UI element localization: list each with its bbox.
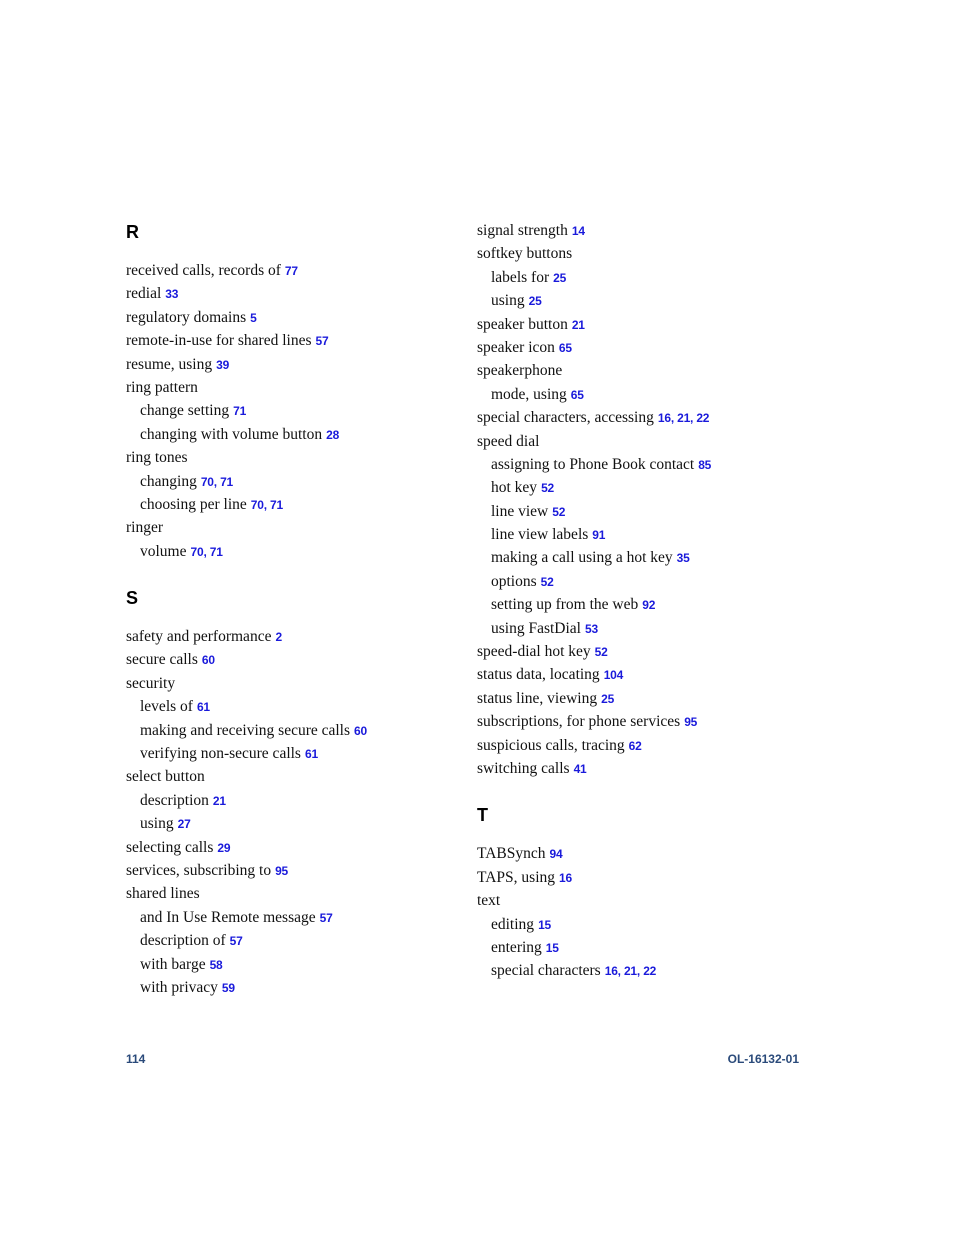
page-references: [316, 334, 329, 348]
index-entry-safety-and-performance: [126, 625, 466, 648]
index-subentry-with-barge: [126, 953, 466, 976]
index-term: using: [491, 292, 525, 310]
page-link[interactable]: 16: [657, 411, 671, 426]
index-term: speaker button: [477, 315, 568, 333]
index-entry-secure-calls: [126, 648, 466, 671]
index-term: text: [477, 892, 501, 910]
page-link[interactable]: 70: [250, 497, 264, 512]
index-subentry-setting-up-from-the-web: [477, 593, 817, 616]
index-term: labels for: [491, 268, 550, 286]
index-term: changing: [140, 472, 197, 490]
index-subentry-description: [126, 789, 466, 812]
index-term: status data, locating: [477, 666, 600, 684]
index-term: mode, using: [491, 385, 567, 403]
page-link[interactable]: 2: [275, 630, 282, 645]
index-entry-selecting-calls: [126, 836, 466, 859]
page-references: [202, 653, 215, 667]
page-references: [320, 911, 333, 925]
index-term: special characters: [491, 962, 601, 980]
page-references: [629, 739, 642, 753]
index-entry-tabsynch: [477, 842, 817, 865]
page-link[interactable]: 57: [229, 934, 243, 949]
page-references: [233, 404, 246, 418]
page-link[interactable]: 60: [354, 723, 367, 738]
page-references: [541, 481, 554, 495]
index-entry-status-data-locating: [477, 663, 817, 686]
page-references: [553, 271, 566, 285]
page-link[interactable]: 33: [165, 287, 179, 302]
page-references: [197, 700, 210, 714]
page-link[interactable]: 71: [270, 497, 283, 512]
page-references: [230, 934, 243, 948]
page-link[interactable]: 58: [209, 957, 223, 972]
index-term: line view labels: [491, 526, 589, 544]
index-subentry-using: [477, 289, 817, 312]
page-references: [250, 311, 256, 325]
index-entry-resume-using: [126, 353, 466, 376]
index-term: resume, using: [126, 355, 213, 373]
index-term: shared lines: [126, 885, 200, 903]
page-link[interactable]: 28: [326, 427, 340, 442]
page-link[interactable]: 59: [221, 980, 235, 995]
index-term: change setting: [140, 402, 230, 420]
page-references: [541, 575, 554, 589]
page-link[interactable]: 27: [177, 817, 191, 832]
page-link[interactable]: 60: [201, 653, 215, 668]
index-subentry-entering: [477, 936, 817, 959]
page-link[interactable]: 104: [603, 668, 624, 683]
index-subentry-mode-using: [477, 383, 817, 406]
page-references: [698, 458, 711, 472]
page-link[interactable]: 95: [275, 863, 289, 878]
index-term: hot key: [491, 479, 538, 497]
footer-page-number: 114: [126, 1052, 146, 1066]
index-subentry-choosing-per-line: [126, 493, 466, 516]
page-link[interactable]: 57: [319, 910, 333, 925]
index-term: ringer: [126, 519, 164, 537]
page-references: [178, 817, 191, 831]
page-references: [595, 645, 608, 659]
index-entry-special-characters-accessing: [477, 406, 817, 429]
index-subentry-hot-key: [477, 476, 817, 499]
page-link[interactable]: 25: [601, 691, 615, 706]
index-entry-speakerphone: [477, 359, 817, 382]
page-references: [275, 630, 281, 644]
index-entry-speaker-button: [477, 313, 817, 336]
index-entry-ring-tones: [126, 446, 466, 469]
page-references: [529, 294, 542, 308]
index-term: switching calls: [477, 759, 570, 777]
page-link[interactable]: 15: [545, 940, 559, 955]
index-subentry-using: [126, 812, 466, 835]
index-term: with barge: [140, 955, 206, 973]
page-link[interactable]: 71: [233, 404, 247, 419]
page-link[interactable]: 94: [549, 847, 563, 862]
page-link[interactable]: 21: [212, 793, 226, 808]
index-subentry-making-a-call-using-a-hot-key: [477, 546, 817, 569]
index-entry-ring-pattern: [126, 376, 466, 399]
page-references: [165, 287, 178, 301]
index-subentry-changing-with-volume-button: [126, 423, 466, 446]
page-references: [326, 428, 339, 442]
page-link[interactable]: 61: [304, 747, 318, 762]
page-references: [210, 958, 223, 972]
index-entry-services-subscribing-to: [126, 859, 466, 882]
index-subentry-making-and-receiving-secure-calls: [126, 719, 466, 742]
page-link[interactable]: 21: [677, 411, 691, 426]
index-subentry-and-in-use-remote-message: [126, 906, 466, 929]
page-link[interactable]: 62: [628, 738, 642, 753]
page-link[interactable]: 65: [558, 340, 572, 355]
page-link[interactable]: 16: [559, 870, 572, 885]
index-term: selecting calls: [126, 838, 214, 856]
index-entry-speed-dial: [477, 430, 817, 453]
index-entry-speed-dial-hot-key: [477, 640, 817, 663]
index-subentry-verifying-non-secure-calls: [126, 742, 466, 765]
index-term: remote-in-use for shared lines: [126, 332, 312, 350]
page-link[interactable]: 61: [196, 700, 210, 715]
page-link[interactable]: 39: [216, 357, 230, 372]
page-link[interactable]: 52: [540, 574, 554, 589]
page-references: [642, 598, 655, 612]
page-references: [213, 794, 226, 808]
index-term: making and receiving secure calls: [140, 721, 351, 739]
page-references: 70, 71: [250, 497, 283, 512]
index-term: suspicious calls, tracing: [477, 736, 625, 754]
index-term: volume: [140, 542, 187, 560]
index-term: options: [491, 572, 537, 590]
page-link[interactable]: 92: [642, 598, 656, 613]
index-term: TAPS, using: [477, 868, 555, 886]
index-subentry-change-setting: [126, 399, 466, 422]
page-link[interactable]: 71: [209, 544, 223, 559]
page-references: [559, 871, 572, 885]
index-entry-status-line-viewing: [477, 687, 817, 710]
index-subentry-editing: [477, 913, 817, 936]
index-term: received calls, records of: [126, 262, 281, 279]
page-link[interactable]: 21: [623, 964, 637, 979]
index-term: speed dial: [477, 432, 540, 450]
page-references: [604, 668, 623, 682]
page-link[interactable]: 41: [573, 761, 587, 776]
index-term: using FastDial: [491, 619, 581, 637]
index-entry-security: [126, 672, 466, 695]
page-references: [684, 715, 697, 729]
page-references: [354, 724, 367, 738]
index-entry-taps-using: [477, 866, 817, 889]
index-entry-remote-in-use-for-shared-lines: [126, 329, 466, 352]
index-column-right: [477, 219, 817, 983]
section-heading-r: R: [126, 222, 139, 242]
index-term: speed-dial hot key: [477, 643, 591, 661]
index-column-left: [126, 220, 466, 999]
page-link[interactable]: 52: [594, 645, 608, 660]
page-link[interactable]: 52: [541, 481, 555, 496]
index-term: description: [140, 791, 209, 809]
section-heading-t: T: [477, 805, 488, 826]
index-subentry-special-characters: [477, 959, 817, 982]
page-link[interactable]: 85: [698, 457, 712, 472]
page-references: 16, 21, 22: [604, 964, 657, 979]
index-term: line view: [491, 502, 549, 520]
page-references: [538, 918, 551, 932]
index-term: speakerphone: [477, 362, 563, 380]
index-term: setting up from the web: [491, 596, 639, 614]
index-entry-suspicious-calls-tracing: [477, 734, 817, 757]
index-term: security: [126, 674, 176, 692]
index-term: ring tones: [126, 449, 188, 467]
page-references: 70, 71: [200, 474, 234, 489]
page-link[interactable]: 52: [552, 504, 566, 519]
page-link[interactable]: 71: [220, 474, 234, 489]
index-term: TABSynch: [477, 845, 546, 863]
page-link[interactable]: 57: [315, 334, 329, 349]
index-entry-received-calls-records-of: [126, 259, 466, 282]
page-references: [552, 505, 565, 519]
index-subentry-options: [477, 570, 817, 593]
page-link[interactable]: 16: [604, 964, 618, 979]
index-term: levels of: [140, 698, 193, 716]
page-references: [305, 747, 318, 761]
page-references: [592, 528, 605, 542]
page-references: 16, 21, 22: [657, 411, 710, 426]
index-subentry-description-of: [126, 929, 466, 952]
page-references: [222, 981, 235, 995]
index-term: making a call using a hot key: [491, 549, 673, 567]
index-entry-ringer: [126, 516, 466, 539]
index-subentry-volume: [126, 540, 466, 563]
index-term: description of: [140, 932, 226, 950]
index-entry-text: [477, 889, 817, 912]
index-subentry-changing: [126, 470, 466, 493]
index-term: changing with volume button: [140, 425, 323, 443]
index-term: and In Use Remote message: [140, 908, 316, 926]
index-term: services, subscribing to: [126, 861, 272, 879]
page-references: [285, 264, 298, 278]
index-entry-speaker-icon: [477, 336, 817, 359]
index-entry-select-button: [126, 765, 466, 788]
index-term: signal strength: [477, 222, 568, 239]
page-references: [585, 622, 598, 636]
index-term: with privacy: [140, 978, 218, 996]
page-link[interactable]: 22: [643, 964, 657, 979]
index-term: special characters, accessing: [477, 409, 654, 427]
index-term: using: [140, 815, 174, 833]
page-link[interactable]: 5: [250, 310, 257, 325]
page-references: [216, 358, 229, 372]
page-link[interactable]: 53: [585, 621, 598, 636]
page-references: [574, 762, 587, 776]
index-term: status line, viewing: [477, 689, 598, 707]
index-term: speaker icon: [477, 338, 555, 356]
index-term: verifying non-secure calls: [140, 745, 301, 763]
index-term: secure calls: [126, 651, 198, 669]
page-link[interactable]: 35: [676, 551, 690, 566]
index-entry-shared-lines: [126, 882, 466, 905]
index-term: choosing per line: [140, 495, 247, 513]
page-link[interactable]: 77: [284, 264, 298, 278]
index-term: ring pattern: [126, 378, 198, 396]
index-term: assigning to Phone Book contact: [491, 455, 695, 473]
index-term: redial: [126, 285, 162, 303]
page-references: [572, 318, 585, 332]
footer-document-id: OL-16132-01: [727, 1052, 799, 1066]
page-references: [601, 692, 614, 706]
page-references: [275, 864, 288, 878]
page-link[interactable]: 95: [684, 715, 698, 730]
index-term: regulatory domains: [126, 308, 247, 326]
page-references: [559, 341, 572, 355]
index-subentry-line-view-labels: [477, 523, 817, 546]
page-references: [571, 388, 584, 402]
index-subentry-using-fastdial: [477, 617, 817, 640]
index-entry-switching-calls: [477, 757, 817, 780]
index-term: softkey buttons: [477, 245, 573, 263]
page-references: [572, 224, 585, 238]
page-link[interactable]: 21: [571, 317, 585, 332]
page-references: 70, 71: [190, 544, 223, 559]
index-entry-redial: [126, 282, 466, 305]
page-link[interactable]: 70: [200, 474, 214, 489]
page-link[interactable]: 25: [528, 294, 542, 309]
index-term: select button: [126, 768, 205, 786]
page-link[interactable]: 22: [696, 411, 710, 426]
page-link[interactable]: 25: [553, 270, 567, 285]
page-link[interactable]: 29: [217, 840, 231, 855]
index-term: editing: [491, 915, 535, 933]
index-term: subscriptions, for phone services: [477, 713, 681, 731]
page-references: [677, 551, 690, 565]
index-subentry-with-privacy: [126, 976, 466, 999]
page-link[interactable]: 65: [570, 387, 584, 402]
page-link[interactable]: 70: [190, 544, 204, 559]
index-subentry-labels-for: [477, 266, 817, 289]
index-entry-subscriptions-for-phone-services: [477, 710, 817, 733]
page-references: [546, 941, 559, 955]
page-references: [550, 847, 563, 861]
page-references: [217, 841, 230, 855]
section-heading-s: S: [126, 588, 139, 609]
index-term: entering: [491, 938, 542, 956]
index-entry-signal-strength: [477, 219, 817, 242]
index-subentry-assigning-to-phone-book-contact: [477, 453, 817, 476]
index-subentry-levels-of: [126, 695, 466, 718]
page-link[interactable]: 14: [571, 224, 585, 238]
index-entry-regulatory-domains: [126, 306, 466, 329]
page-link[interactable]: 91: [592, 528, 606, 543]
index-entry-softkey-buttons: [477, 242, 817, 265]
index-subentry-line-view: [477, 500, 817, 523]
index-term: safety and performance: [126, 628, 272, 646]
page-link[interactable]: 15: [538, 917, 552, 932]
